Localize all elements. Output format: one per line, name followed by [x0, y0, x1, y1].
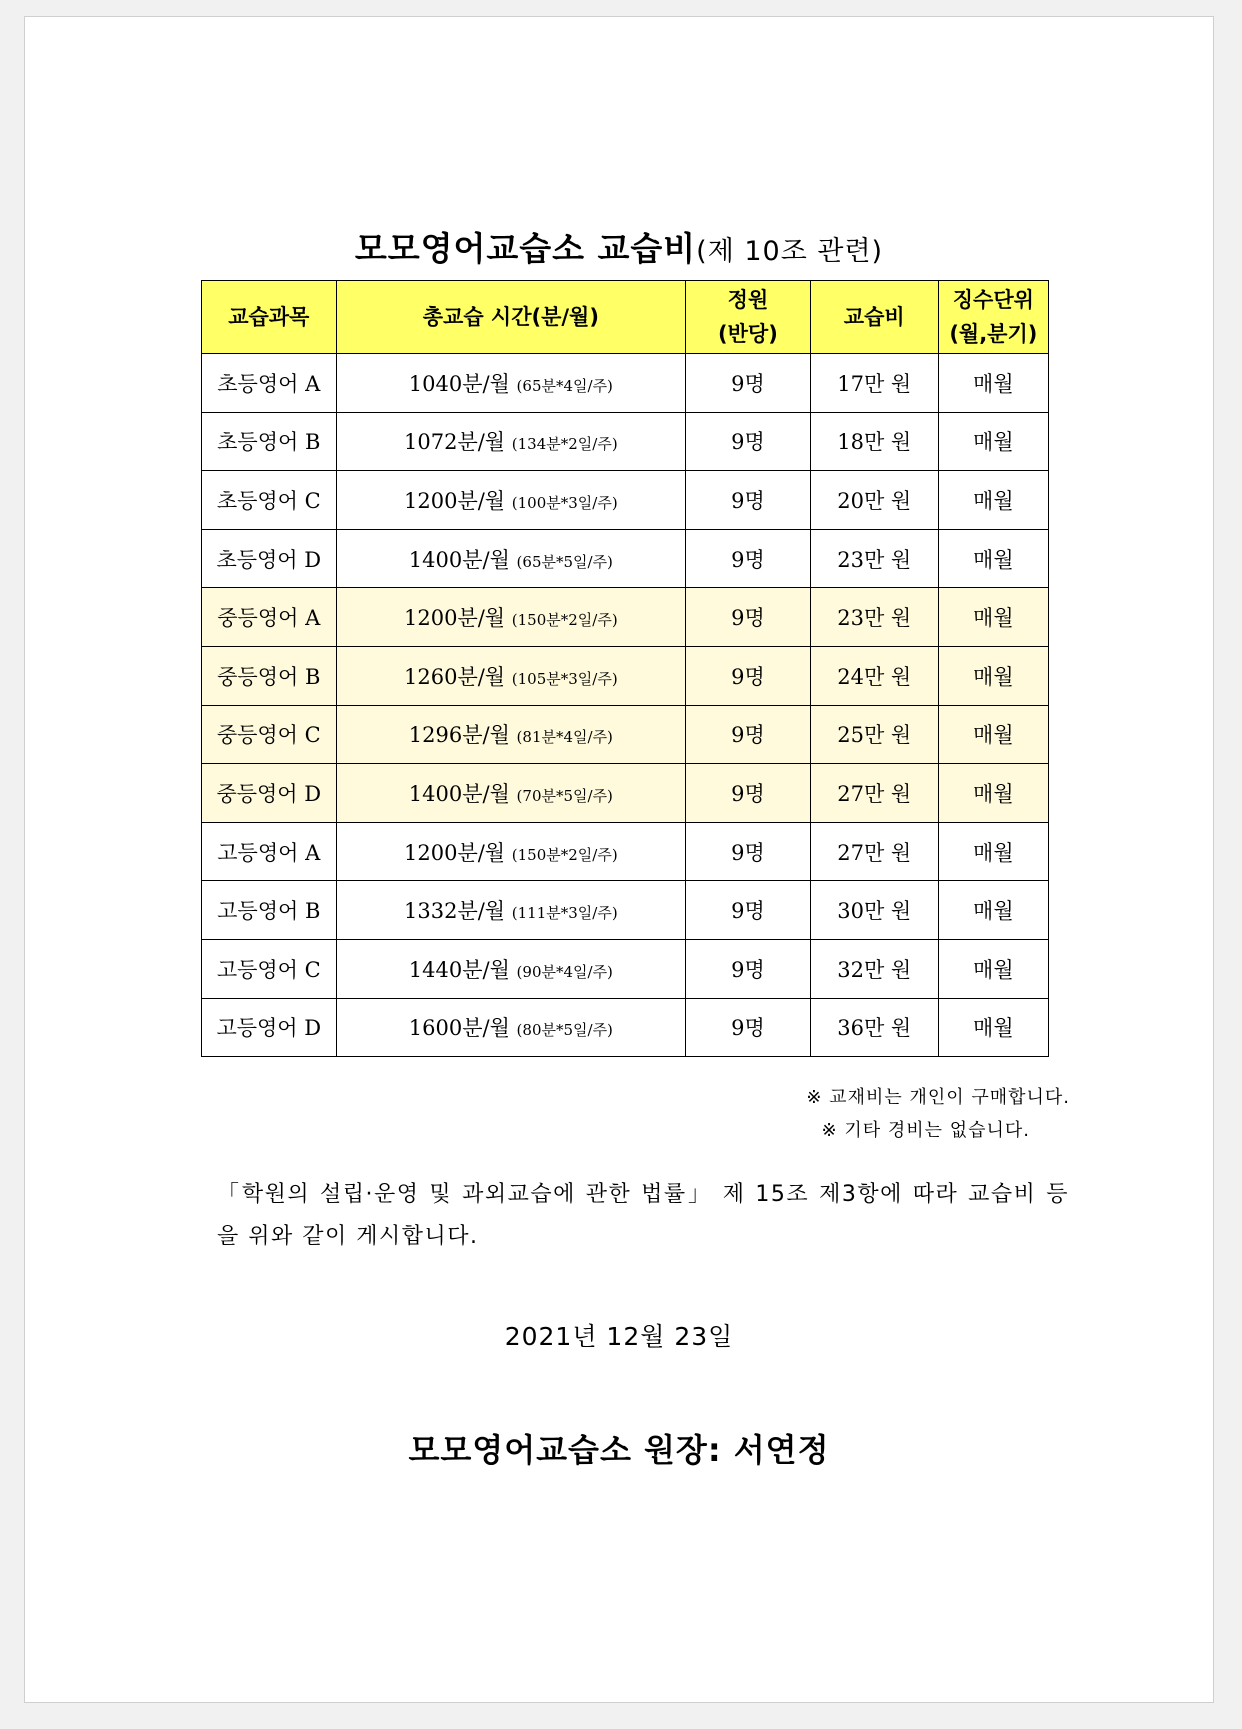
cell-unit: 매월: [938, 471, 1048, 530]
hours-total: 1332분/월: [404, 899, 506, 924]
hours-total: 1260분/월: [404, 664, 506, 689]
fee-table: [201, 280, 1049, 1057]
cell-subject: 중등영어 D: [202, 764, 337, 823]
hours-total: 1200분/월: [404, 840, 506, 865]
cell-capacity: 9명: [686, 354, 811, 413]
table-header-row: [202, 281, 1049, 354]
cell-fee: 24만 원: [810, 646, 938, 705]
hours-detail: (100분*3일/주): [511, 493, 618, 512]
cell-subject: 고등영어 D: [202, 998, 337, 1057]
cell-unit: 매월: [938, 588, 1048, 647]
hours-total: 1296분/월: [408, 723, 510, 748]
cell-hours: [336, 471, 686, 530]
table-row: [202, 412, 1049, 471]
cell-fee: 23만 원: [810, 588, 938, 647]
cell-unit: 매월: [938, 705, 1048, 764]
table-row: [202, 822, 1049, 881]
cell-capacity: 9명: [686, 705, 811, 764]
cell-hours: [336, 354, 686, 413]
table-row: [202, 588, 1049, 647]
cell-fee: 27만 원: [810, 764, 938, 823]
note-textbook: ※ 교재비는 개인이 구매합니다.: [806, 1087, 1070, 1108]
table-row: [202, 764, 1049, 823]
cell-hours: [336, 764, 686, 823]
cell-capacity: 9명: [686, 939, 811, 998]
cell-unit: 매월: [938, 646, 1048, 705]
cell-hours: [336, 588, 686, 647]
hours-detail: (65분*5일/주): [516, 552, 613, 571]
law-statement: 「학원의 설립·운영 및 과외교습에 관한 법률」 제 15조 제3항에 따라 교습비 등을 위와 같이 게시합니다.: [217, 1182, 1069, 1249]
header-capacity: [686, 281, 811, 354]
cell-capacity: 9명: [686, 822, 811, 881]
cell-capacity: 9명: [686, 471, 811, 530]
table-row: [202, 354, 1049, 413]
cell-hours: [336, 705, 686, 764]
header-hours: 총교습 시간(분/월): [336, 281, 686, 354]
cell-unit: 매월: [938, 822, 1048, 881]
cell-capacity: 9명: [686, 588, 811, 647]
hours-total: 1072분/월: [404, 430, 506, 455]
cell-fee: 36만 원: [810, 998, 938, 1057]
cell-fee: 32만 원: [810, 939, 938, 998]
cell-fee: 30만 원: [810, 881, 938, 940]
notes: [675, 1081, 1070, 1147]
cell-hours: [336, 939, 686, 998]
cell-subject: 초등영어 D: [202, 529, 337, 588]
hours-detail: (70분*5일/주): [516, 786, 613, 805]
note-other-costs: ※ 기타 경비는 없습니다.: [821, 1120, 1030, 1141]
cell-capacity: 9명: [686, 529, 811, 588]
cell-capacity: 9명: [686, 881, 811, 940]
hours-detail: (65분*4일/주): [516, 376, 613, 395]
table-row: [202, 998, 1049, 1057]
cell-subject: 고등영어 B: [202, 881, 337, 940]
hours-detail: (150분*2일/주): [511, 611, 618, 630]
document-page: [24, 16, 1214, 1703]
table-row: [202, 881, 1049, 940]
header-unit-line1: 징수단위: [952, 288, 1034, 312]
table-row: [202, 646, 1049, 705]
cell-hours: [336, 881, 686, 940]
hours-total: 1440분/월: [408, 957, 510, 982]
table-row: [202, 529, 1049, 588]
table-row: [202, 471, 1049, 530]
cell-unit: 매월: [938, 881, 1048, 940]
cell-fee: 25만 원: [810, 705, 938, 764]
cell-hours: [336, 646, 686, 705]
cell-fee: 27만 원: [810, 822, 938, 881]
hours-total: 1200분/월: [404, 606, 506, 631]
header-subject: 교습과목: [202, 281, 337, 354]
cell-capacity: 9명: [686, 412, 811, 471]
cell-unit: 매월: [938, 764, 1048, 823]
hours-detail: (90분*4일/주): [516, 962, 613, 981]
header-fee: 교습비: [810, 281, 938, 354]
cell-fee: 20만 원: [810, 471, 938, 530]
table-row: [202, 705, 1049, 764]
hours-total: 1600분/월: [408, 1016, 510, 1041]
cell-capacity: 9명: [686, 998, 811, 1057]
cell-hours: [336, 412, 686, 471]
cell-capacity: 9명: [686, 764, 811, 823]
hours-total: 1400분/월: [408, 781, 510, 806]
hours-detail: (134분*2일/주): [511, 435, 618, 454]
cell-hours: [336, 998, 686, 1057]
hours-total: 1400분/월: [408, 547, 510, 572]
posting-date: 2021년 12월 23일: [504, 1322, 734, 1351]
cell-unit: 매월: [938, 998, 1048, 1057]
cell-subject: 중등영어 C: [202, 705, 337, 764]
cell-fee: 17만 원: [810, 354, 938, 413]
table-row: [202, 939, 1049, 998]
table-body: [202, 354, 1049, 1057]
header-unit: [938, 281, 1048, 354]
hours-detail: (111분*3일/주): [511, 904, 618, 923]
header-capacity-line1: 정원: [727, 288, 769, 312]
cell-subject: 초등영어 B: [202, 412, 337, 471]
cell-hours: [336, 822, 686, 881]
director-signature: 모모영어교습소 원장: 서연정: [408, 1431, 830, 1469]
cell-subject: 고등영어 A: [202, 822, 337, 881]
header-capacity-line2: (반당): [718, 322, 778, 346]
cell-subject: 중등영어 B: [202, 646, 337, 705]
hours-detail: (105분*3일/주): [511, 669, 618, 688]
cell-fee: 18만 원: [810, 412, 938, 471]
cell-unit: 매월: [938, 939, 1048, 998]
hours-detail: (81분*4일/주): [516, 728, 613, 747]
hours-detail: (80분*5일/주): [516, 1021, 613, 1040]
cell-subject: 중등영어 A: [202, 588, 337, 647]
cell-hours: [336, 529, 686, 588]
cell-subject: 고등영어 C: [202, 939, 337, 998]
title-sub: (제 10조 관련): [696, 236, 884, 267]
cell-subject: 초등영어 C: [202, 471, 337, 530]
cell-unit: 매월: [938, 354, 1048, 413]
hours-detail: (150분*2일/주): [511, 845, 618, 864]
cell-unit: 매월: [938, 529, 1048, 588]
cell-subject: 초등영어 A: [202, 354, 337, 413]
document-title: [25, 223, 1213, 270]
cell-fee: 23만 원: [810, 529, 938, 588]
hours-total: 1040분/월: [408, 371, 510, 396]
header-unit-line2: (월,분기): [949, 322, 1038, 346]
title-main: 모모영어교습소 교습비: [354, 229, 697, 268]
hours-total: 1200분/월: [404, 488, 506, 513]
cell-unit: 매월: [938, 412, 1048, 471]
cell-capacity: 9명: [686, 646, 811, 705]
